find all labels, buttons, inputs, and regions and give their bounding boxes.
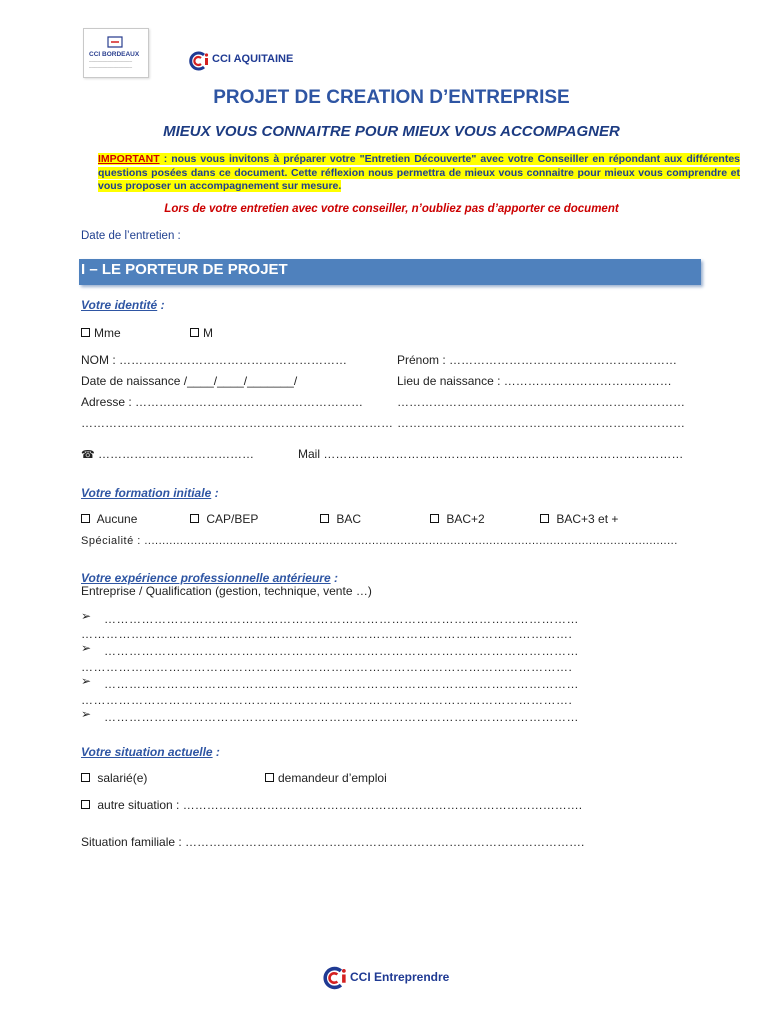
birthplace-field[interactable]: Lieu de naissance : …………………………………… (397, 374, 672, 388)
experience-heading: Votre expérience professionnelle antérieure : (81, 571, 338, 585)
address-field-4[interactable]: ……………………………………………………………… (397, 416, 685, 430)
option-m[interactable]: M (190, 326, 213, 340)
option-demandeur-emploi[interactable]: demandeur d’emploi (265, 771, 387, 785)
option-mme[interactable]: Mme (81, 326, 121, 340)
cci-logo-icon (106, 35, 124, 49)
cci-bordeaux-logo: CCI BORDEAUX ──────────────── ──────────────── (83, 28, 149, 78)
prenom-field[interactable]: Prénom : ………………………………………………… (397, 353, 678, 367)
important-text: : nous vous invitons à préparer votre "Entretien Découverte" avec votre Conseiller en répondant aux différentes questions posées dans ce document. Cette réflexion nous permettra de mieux vous connaitre pour mieux vous comprendre et vous proposer un accompagnement sur mesure. (98, 153, 740, 192)
arrow-bullet-icon: ➢ (81, 609, 92, 623)
nom-field[interactable]: NOM : ………………………………………………… (81, 353, 347, 367)
checkbox-icon[interactable] (81, 328, 90, 337)
experience-line[interactable]: ………………………………………………………………………………………………………. (81, 627, 573, 641)
option-bac-2[interactable]: BAC+2 (430, 512, 485, 526)
mail-field[interactable]: Mail ……………………………………………………………………………… (298, 447, 684, 461)
option-bac-3-plus[interactable]: BAC+3 et + (540, 512, 618, 526)
checkbox-icon[interactable] (81, 773, 90, 782)
checkbox-icon[interactable] (81, 514, 90, 523)
checkbox-icon[interactable] (430, 514, 439, 523)
important-label: IMPORTANT (98, 153, 160, 165)
page-subtitle: MIEUX VOUS CONNAITRE POUR MIEUX VOUS ACCOMPAGNER (163, 123, 620, 140)
experience-line[interactable]: ………………………………………………………………………………………………………. (81, 693, 573, 707)
important-paragraph (98, 153, 740, 194)
address-field-2[interactable]: ……………………………………………………………… (397, 395, 685, 409)
situation-heading: Votre situation actuelle : (81, 745, 220, 759)
formation-heading: Votre formation initiale : (81, 486, 219, 500)
checkbox-icon[interactable] (265, 773, 274, 782)
option-salarie[interactable]: salarié(e) (81, 771, 147, 785)
experience-line[interactable]: …………………………………………………………………………………………………… (104, 612, 579, 626)
option-bac[interactable]: BAC (320, 512, 361, 526)
cci-entreprendre-logo-text: CCI Entreprendre (350, 970, 450, 984)
address-field[interactable]: Adresse : ………………………………………………… (81, 395, 364, 409)
option-aucune[interactable]: Aucune (81, 512, 137, 526)
checkbox-icon[interactable] (540, 514, 549, 523)
bring-document-notice: Lors de votre entretien avec votre conseiller, n’oubliez pas d’apporter ce document (164, 203, 619, 215)
option-cap-bep[interactable]: CAP/BEP (190, 512, 258, 526)
cci-logo-icon (322, 965, 348, 991)
experience-line[interactable]: …………………………………………………………………………………………………… (104, 710, 579, 724)
experience-line[interactable]: ………………………………………………………………………………………………………. (81, 660, 573, 674)
option-autre-situation[interactable]: autre situation : ………………………………………………………………………………………. (81, 798, 582, 812)
page-title: PROJET DE CREATION D’ENTREPRISE (213, 87, 570, 108)
experience-subtext: Entreprise / Qualification (gestion, technique, vente …) (81, 584, 372, 598)
checkbox-icon[interactable] (190, 328, 199, 337)
interview-date-label: Date de l’entretien : (81, 230, 181, 242)
family-situation-field[interactable]: Situation familiale : ………………………………………………………………………………………. (81, 835, 585, 849)
arrow-bullet-icon: ➢ (81, 674, 92, 688)
cci-logo-icon (188, 50, 210, 72)
cci-aquitaine-logo-text: CCI AQUITAINE (212, 53, 294, 65)
cci-bordeaux-logo-text: CCI BORDEAUX (89, 51, 140, 58)
phone-field[interactable]: ☎ ………………………………… (81, 447, 255, 461)
checkbox-icon[interactable] (81, 800, 90, 809)
cci-aquitaine-logo (188, 50, 294, 72)
checkbox-icon[interactable] (320, 514, 329, 523)
arrow-bullet-icon: ➢ (81, 707, 92, 721)
phone-icon: ☎ (81, 449, 95, 461)
section-header-porteur: I – LE PORTEUR DE PROJET (79, 259, 701, 285)
experience-line[interactable]: …………………………………………………………………………………………………… (104, 677, 579, 691)
cci-entreprendre-logo (322, 965, 450, 991)
specialite-field[interactable]: Spécialité : ...................................................................................................................................................... (81, 535, 678, 547)
address-field-3[interactable]: …………………………………………………………………… (81, 416, 393, 430)
identity-heading: Votre identité : (81, 298, 165, 312)
birthdate-field[interactable]: Date de naissance /____/____/_______/ (81, 374, 298, 388)
checkbox-icon[interactable] (190, 514, 199, 523)
arrow-bullet-icon: ➢ (81, 641, 92, 655)
experience-line[interactable]: …………………………………………………………………………………………………… (104, 644, 579, 658)
